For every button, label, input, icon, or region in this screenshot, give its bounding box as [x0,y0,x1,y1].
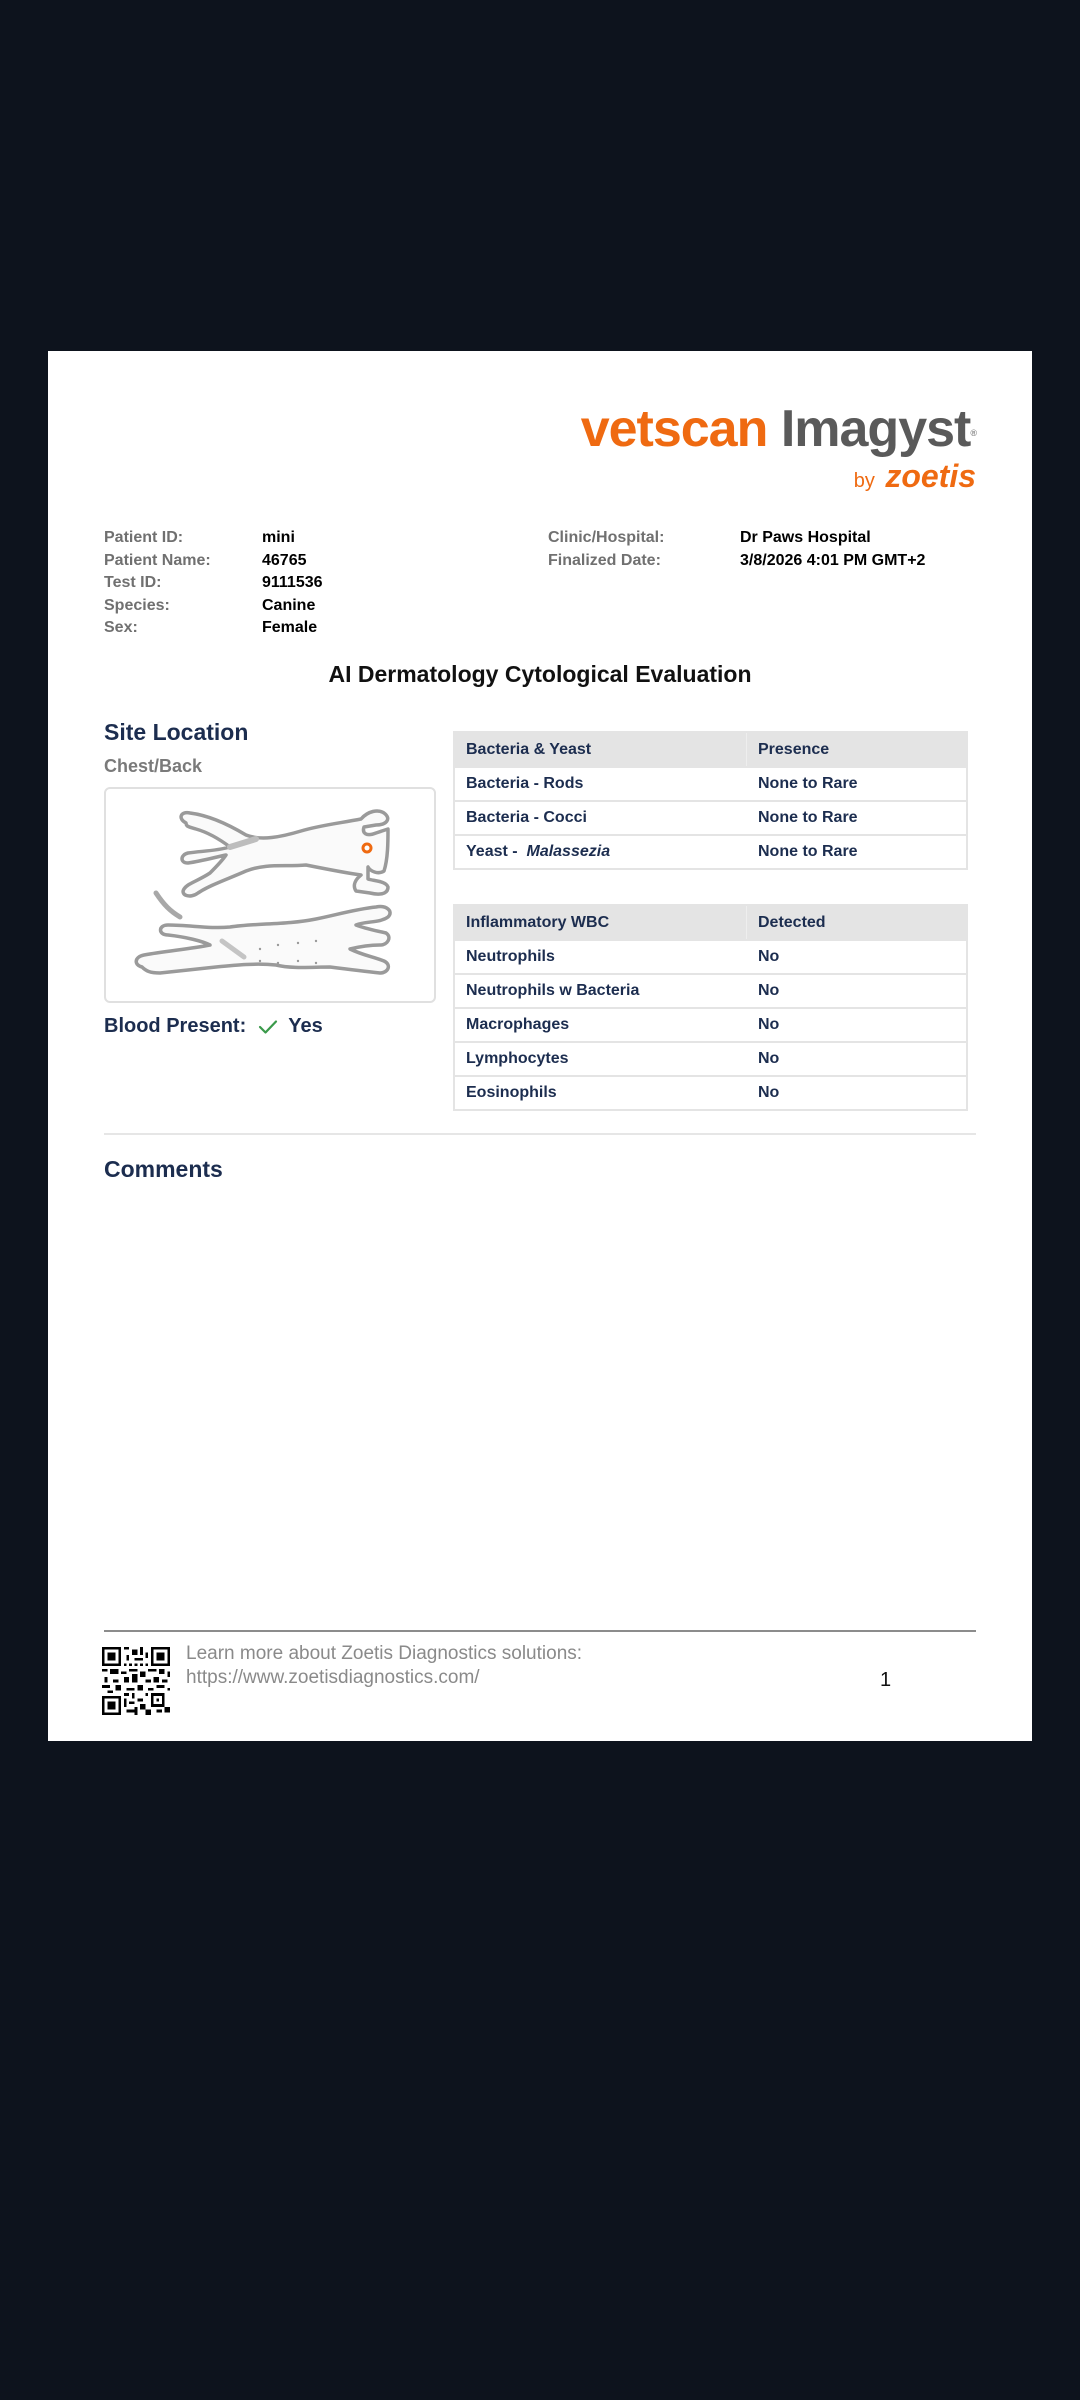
row-value: No [758,948,780,965]
info-label: Patient ID: [104,529,184,546]
zoetis-logo: zoetis [885,458,976,494]
row-value: No [758,1084,780,1101]
dog-body-diagram-icon [106,789,438,1005]
info-value: mini [262,529,295,546]
info-row-species [104,595,323,618]
info-value: 3/8/2026 4:01 PM GMT+2 [740,551,926,569]
row-label [455,843,747,861]
row-label: Macrophages [466,1016,570,1033]
blood-present [104,1015,323,1038]
footer-divider [104,1630,976,1632]
row-label: Bacteria - Cocci [466,809,587,826]
info-row-patient-name [104,550,323,573]
row-label: Eosinophils [466,1084,557,1101]
inflammatory-wbc-table [453,904,968,1111]
row-value: None to Rare [758,775,858,792]
checkmark-icon [258,1019,278,1035]
table-header-row [455,733,966,766]
row-value: None to Rare [758,843,858,860]
table-row [455,973,966,1007]
report-page [48,351,1032,1741]
column-header: Detected [758,913,826,931]
table-header-row [455,906,966,939]
footer-text [186,1642,582,1690]
site-location-diagram [104,787,436,1003]
row-value: No [758,982,780,999]
row-label: Lymphocytes [466,1050,569,1067]
info-row-test-id [104,572,323,595]
site-location-value: Chest/Back [104,756,203,776]
bacteria-yeast-table [453,731,968,870]
info-label: Test ID: [104,574,162,591]
row-label: Neutrophils [466,948,555,965]
info-label: Sex: [104,619,138,636]
info-value: 9111536 [262,574,323,591]
footer-line-1: Learn more about Zoetis Diagnostics solutions: [186,1643,583,1664]
row-label: Neutrophils w Bacteria [466,982,640,999]
table-row [455,939,966,973]
qr-code-icon[interactable] [102,1647,170,1720]
info-value: 46765 [262,551,307,569]
vetscan-imagyst-logo [581,401,976,500]
row-value: No [758,1050,780,1067]
info-label: Species: [104,596,170,614]
report-title: AI Dermatology Cytological Evaluation [328,661,752,687]
info-value: Female [262,619,318,636]
info-value: Canine [262,596,316,614]
info-row-finalized-date [548,550,925,573]
blood-present-label: Blood Present: [104,1015,247,1037]
comments-heading: Comments [104,1156,223,1182]
column-header: Inflammatory WBC [455,906,747,939]
row-value: No [758,1016,780,1033]
column-header: Presence [758,740,830,758]
info-label: Finalized Date: [548,551,661,569]
table-row [455,766,966,800]
row-value: None to Rare [758,809,858,826]
table-row [455,834,966,868]
registered-mark: ® [970,428,976,438]
site-marker-icon [363,844,371,852]
table-row [455,1041,966,1075]
section-divider [104,1133,976,1135]
column-header: Bacteria & Yeast [455,733,747,766]
row-label-italic: Malassezia [526,843,611,860]
row-label: Bacteria - Rods [466,775,584,792]
footer-url-link[interactable]: https://www.zoetisdiagnostics.com/ [186,1667,480,1688]
table-row [455,1075,966,1109]
row-label-text: Yeast - [466,843,523,860]
info-row-sex [104,617,323,640]
patient-info [104,527,323,640]
page-number: 1 [880,1669,892,1691]
blood-present-value: Yes [288,1015,323,1037]
info-row-clinic [548,527,925,550]
info-label: Clinic/Hospital: [548,529,665,546]
table-row [455,1007,966,1041]
info-value: Dr Paws Hospital [740,529,871,546]
table-row [455,800,966,834]
site-location-heading: Site Location [104,719,249,745]
logo-by-text: by [853,470,875,492]
info-row-patient-id [104,527,323,550]
info-label: Patient Name: [104,551,211,569]
clinic-info [548,527,925,572]
logo-imagyst-text: Imagyst [780,400,971,458]
logo-vetscan-text: vetscan [580,400,768,458]
